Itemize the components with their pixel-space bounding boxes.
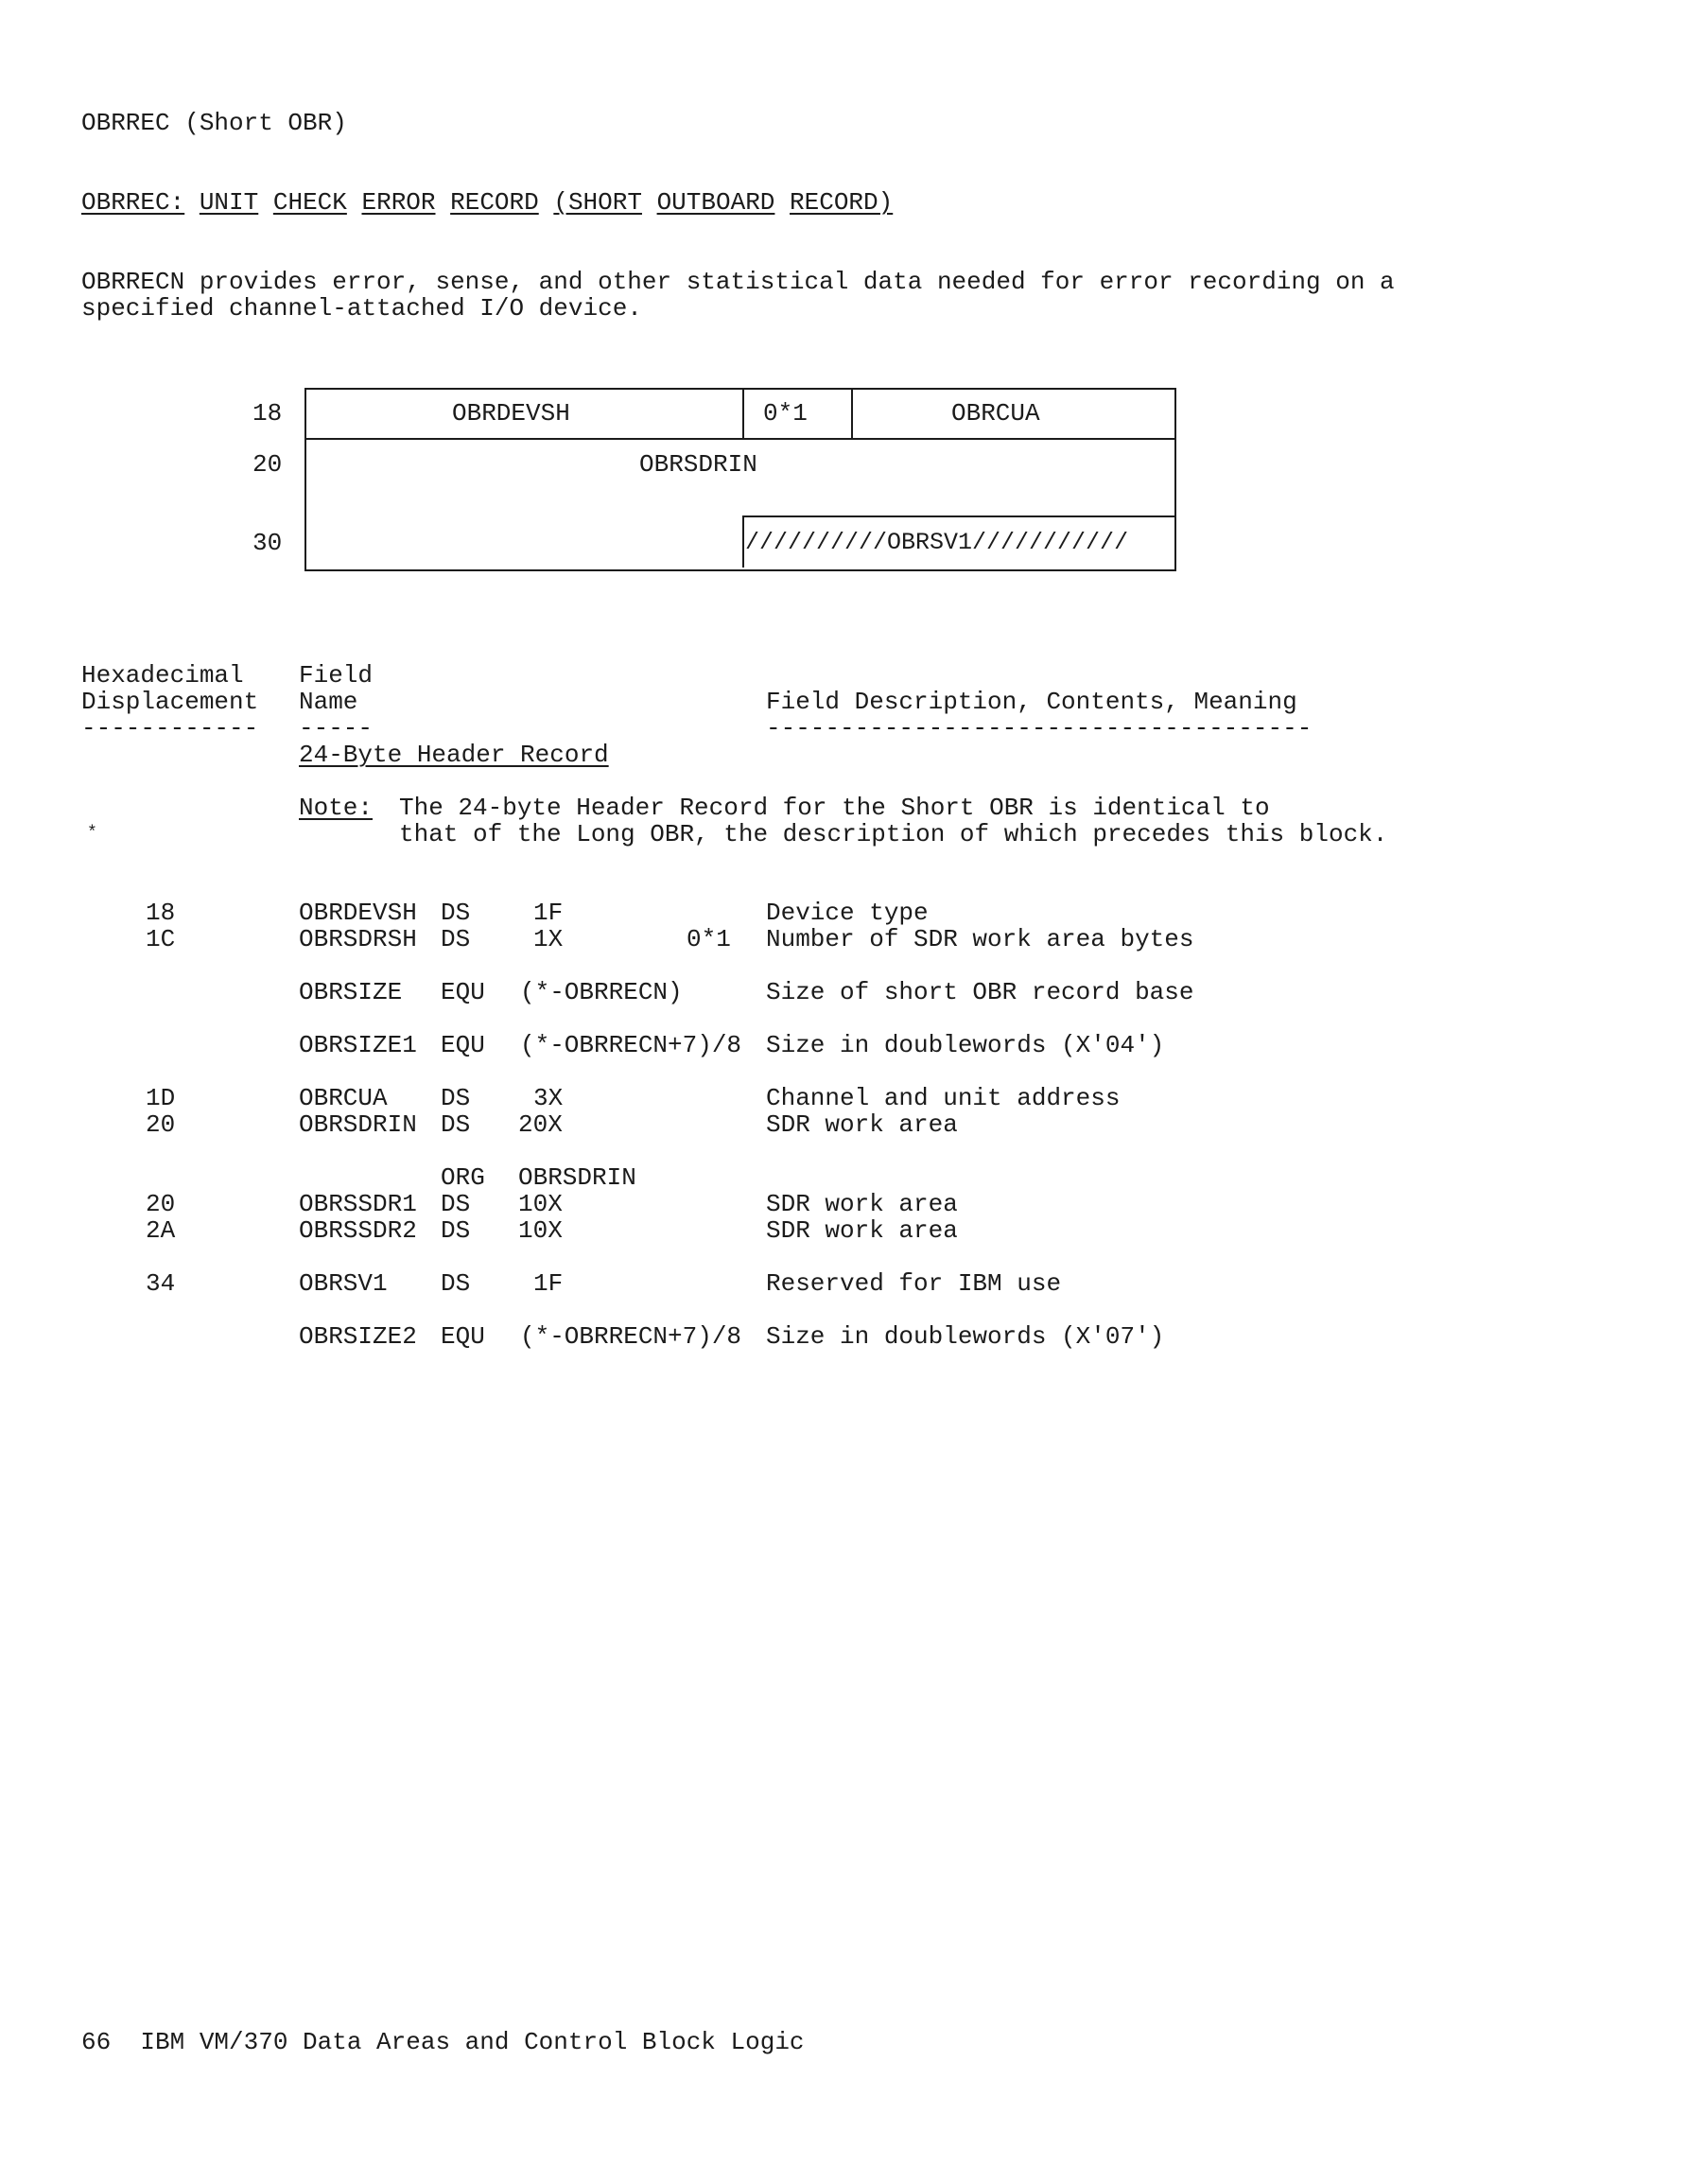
title-word: UNIT bbox=[199, 188, 259, 217]
field-obrdevsh: OBRDEVSH bbox=[452, 399, 570, 428]
row-flag: 0*1 bbox=[687, 925, 731, 953]
diagram-divider bbox=[304, 438, 1174, 440]
col-header-desc-rule: ------------------------------------- bbox=[766, 714, 1313, 743]
row-desc: Size of short OBR record base bbox=[766, 978, 1194, 1006]
row-operand: (*-OBRRECN) bbox=[520, 978, 683, 1006]
row-op: ORG bbox=[441, 1163, 485, 1192]
note-line-2: that of the Long OBR, the description of which precedes this block. bbox=[399, 820, 1388, 848]
row-desc: Size in doublewords (X'07') bbox=[766, 1322, 1165, 1351]
row-op: EQU bbox=[441, 978, 485, 1006]
row-op: DS bbox=[441, 1110, 471, 1139]
note-label: Note: bbox=[299, 794, 374, 822]
diagram-divider bbox=[742, 515, 1174, 517]
intro-line-1: OBRRECN provides error, sense, and other statistical data needed for error recording on a bbox=[81, 268, 1395, 296]
intro-line-2: specified channel-attached I/O device. bbox=[81, 294, 642, 323]
row-name: OBRSDRSH bbox=[299, 925, 417, 953]
title-word: CHECK bbox=[272, 188, 347, 217]
col-header-name-rule: ----- bbox=[299, 714, 374, 743]
title-word: RECORD) bbox=[790, 188, 894, 217]
row-operand: 10X bbox=[518, 1216, 563, 1245]
row-operand: (*-OBRRECN+7)/8 bbox=[520, 1031, 742, 1059]
field-flag: 0*1 bbox=[763, 399, 808, 428]
row-operand: 3X bbox=[533, 1084, 564, 1112]
page-footer: 66 IBM VM/370 Data Areas and Control Block Logic bbox=[81, 2028, 805, 2056]
row-name: OBRSSDR2 bbox=[299, 1216, 417, 1245]
row-name: OBRSSDR1 bbox=[299, 1190, 417, 1218]
row-disp: 20 bbox=[146, 1190, 176, 1218]
diagram-divider bbox=[742, 390, 744, 438]
row-disp: 18 bbox=[146, 899, 176, 927]
field-obrsv1: //////////OBRSV1/////////// bbox=[745, 531, 1129, 556]
row-operand: 1F bbox=[533, 899, 564, 927]
row-operand: 10X bbox=[518, 1190, 563, 1218]
row-desc: Channel and unit address bbox=[766, 1084, 1121, 1112]
title-word: ERROR bbox=[361, 188, 436, 217]
row-label: 20 bbox=[252, 450, 283, 479]
col-header-disp-1: Hexadecimal bbox=[81, 661, 244, 690]
row-desc: SDR work area bbox=[766, 1216, 958, 1245]
col-header-desc: Field Description, Contents, Meaning bbox=[766, 688, 1297, 716]
row-name: OBRSV1 bbox=[299, 1269, 388, 1298]
row-desc: Reserved for IBM use bbox=[766, 1269, 1062, 1298]
row-desc: Device type bbox=[766, 899, 929, 927]
col-header-name-1: Field bbox=[299, 661, 374, 690]
row-op: DS bbox=[441, 925, 471, 953]
row-desc: Size in doublewords (X'04') bbox=[766, 1031, 1165, 1059]
row-disp: 1C bbox=[146, 925, 176, 953]
running-head: OBRREC (Short OBR) bbox=[81, 109, 347, 137]
row-desc: SDR work area bbox=[766, 1110, 958, 1139]
field-obrsdrin: OBRSDRIN bbox=[639, 450, 757, 479]
subheading: 24-Byte Header Record bbox=[299, 741, 609, 769]
title-word: RECORD bbox=[450, 188, 539, 217]
margin-mark: * bbox=[87, 824, 97, 843]
row-operand: 1X bbox=[533, 925, 564, 953]
col-header-disp-2: Displacement bbox=[81, 688, 259, 716]
row-op: DS bbox=[441, 1084, 471, 1112]
row-name: OBRSDRIN bbox=[299, 1110, 417, 1139]
title-word: (SHORT bbox=[553, 188, 642, 217]
row-label: 30 bbox=[252, 529, 283, 557]
col-header-disp-rule: ------------ bbox=[81, 714, 259, 743]
col-header-name-2: Name bbox=[299, 688, 358, 716]
row-name: OBRSIZE1 bbox=[299, 1031, 417, 1059]
row-label: 18 bbox=[252, 399, 283, 428]
row-op: EQU bbox=[441, 1322, 485, 1351]
row-operand: 1F bbox=[533, 1269, 564, 1298]
row-op: DS bbox=[441, 899, 471, 927]
diagram-divider bbox=[742, 515, 744, 568]
row-name: OBRDEVSH bbox=[299, 899, 417, 927]
field-obrcua: OBRCUA bbox=[951, 399, 1040, 428]
row-desc: SDR work area bbox=[766, 1190, 958, 1218]
note-line-1: The 24-byte Header Record for the Short OBR is identical to bbox=[399, 794, 1270, 822]
row-op: EQU bbox=[441, 1031, 485, 1059]
row-operand: 20X bbox=[518, 1110, 563, 1139]
section-label: OBRREC: bbox=[81, 188, 185, 217]
row-desc: Number of SDR work area bytes bbox=[766, 925, 1194, 953]
row-op: DS bbox=[441, 1190, 471, 1218]
row-disp: 20 bbox=[146, 1110, 176, 1139]
row-operand: (*-OBRRECN+7)/8 bbox=[520, 1322, 742, 1351]
row-disp: 34 bbox=[146, 1269, 176, 1298]
row-disp: 1D bbox=[146, 1084, 176, 1112]
row-op: DS bbox=[441, 1269, 471, 1298]
row-operand: OBRSDRIN bbox=[518, 1163, 636, 1192]
diagram-divider bbox=[851, 390, 853, 438]
row-op: DS bbox=[441, 1216, 471, 1245]
row-name: OBRSIZE bbox=[299, 978, 403, 1006]
row-name: OBRCUA bbox=[299, 1084, 388, 1112]
section-title bbox=[81, 190, 893, 215]
row-disp: 2A bbox=[146, 1216, 176, 1245]
row-name: OBRSIZE2 bbox=[299, 1322, 417, 1351]
title-word: OUTBOARD bbox=[656, 188, 775, 217]
